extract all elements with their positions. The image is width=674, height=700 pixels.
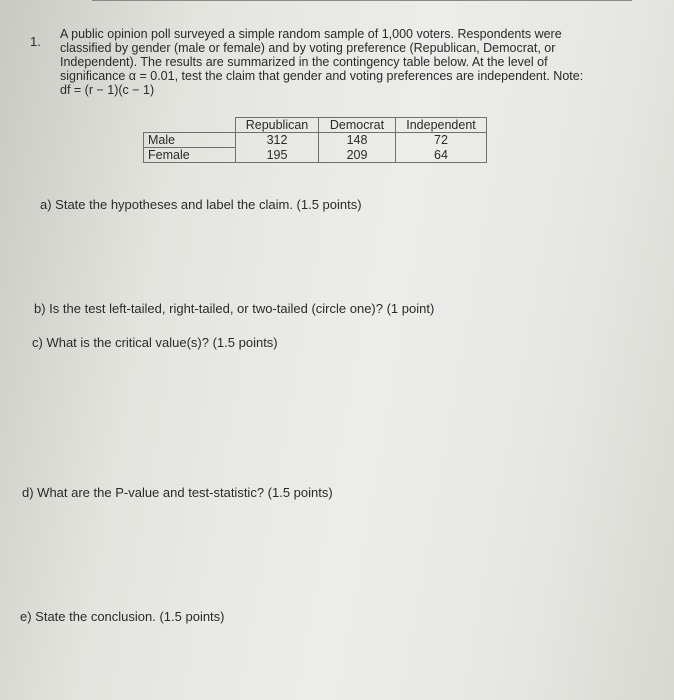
table-cell: 209 <box>319 148 396 163</box>
question-line-4: significance α = 0.01, test the claim that gender and voting preferences are independent. Note: <box>60 69 584 83</box>
row-label: Male <box>144 133 236 148</box>
question-text <box>60 27 655 97</box>
table-row <box>144 133 487 148</box>
row-label: Female <box>144 148 236 163</box>
table-header-row <box>144 118 487 133</box>
table-cell: 148 <box>319 133 396 148</box>
contingency-table <box>143 117 487 163</box>
part-b: b) Is the test left-tailed, right-tailed, or two-tailed (circle one)? (1 point) <box>34 301 435 316</box>
question-line-3: Independent). The results are summarized in the contingency table below. At the level of <box>60 55 548 69</box>
question-number: 1. <box>30 34 41 49</box>
question-line-2: classified by gender (male or female) and by voting preference (Republican, Democrat, or <box>60 41 556 55</box>
part-d: d) What are the P-value and test-statistic? (1.5 points) <box>22 485 333 500</box>
column-header: Independent <box>396 118 487 133</box>
question-line-1: A public opinion poll surveyed a simple random sample of 1,000 voters. Respondents were <box>60 27 562 41</box>
table-cell: 64 <box>396 148 487 163</box>
column-header: Democrat <box>319 118 396 133</box>
table-row <box>144 148 487 163</box>
part-c: c) What is the critical value(s)? (1.5 points) <box>32 335 278 350</box>
column-header: Republican <box>236 118 319 133</box>
question-line-5: df = (r − 1)(c − 1) <box>60 83 155 97</box>
table-corner <box>144 118 236 133</box>
part-a: a) State the hypotheses and label the claim. (1.5 points) <box>40 197 362 212</box>
part-e: e) State the conclusion. (1.5 points) <box>20 609 225 624</box>
top-rule <box>92 0 632 1</box>
table-cell: 195 <box>236 148 319 163</box>
table-cell: 72 <box>396 133 487 148</box>
table-cell: 312 <box>236 133 319 148</box>
